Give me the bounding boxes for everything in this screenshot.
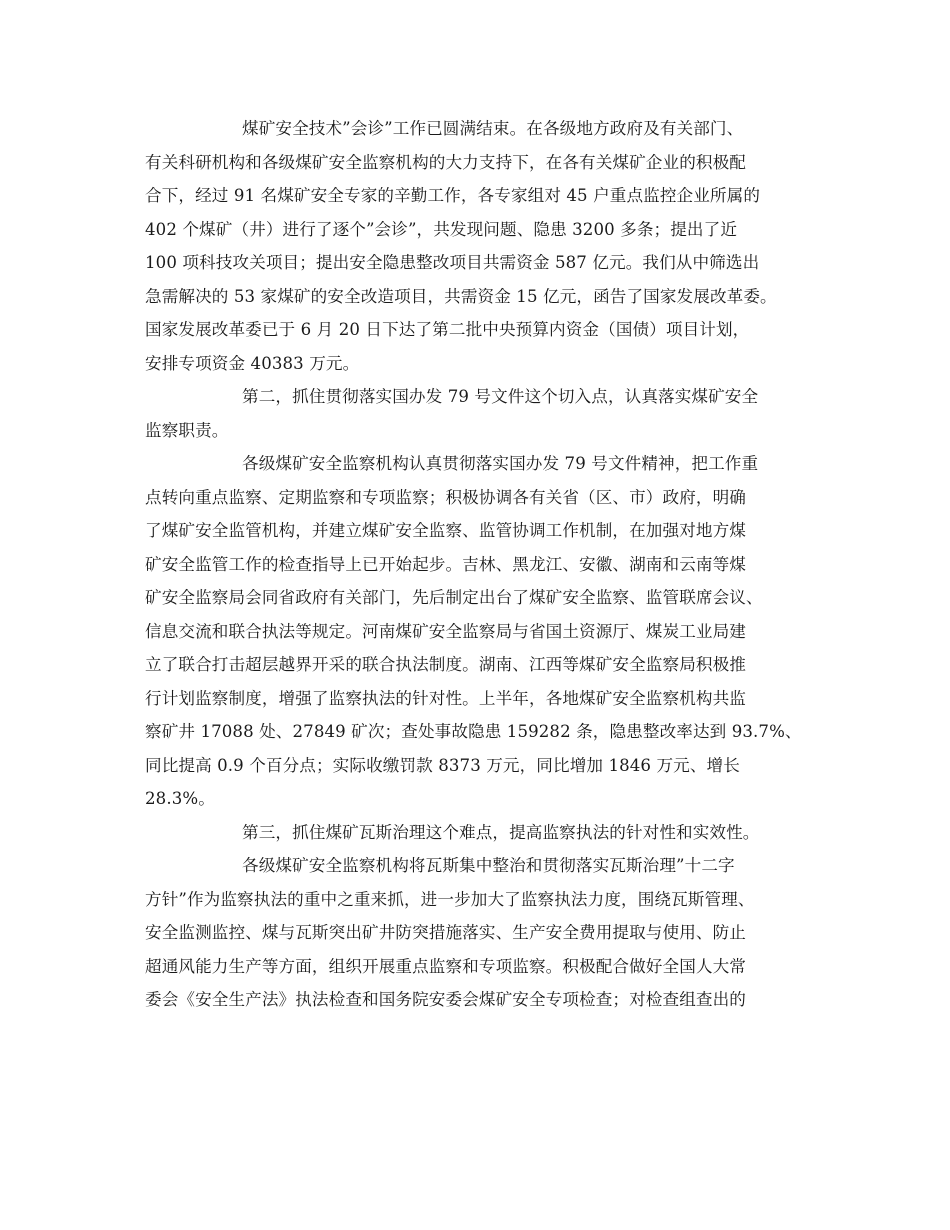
paragraph-line: 同比提高 0.9 个百分点；实际收缴罚款 8373 万元，同比增加 1846 万元、增长 (145, 755, 740, 775)
paragraph-line: 安全监测监控、煤与瓦斯突出矿井防突措施落实、生产安全费用提取与使用、防止 (145, 923, 746, 942)
paragraph-line: 察矿井 17088 处、27849 矿次；查处事故隐患 159282 条，隐患整改率达到 93.7%、 (145, 722, 802, 741)
paragraph-line: 方针”作为监察执法的重中之重来抓，进一步加大了监察执法力度，围绕瓦斯管理、 (145, 889, 755, 909)
document-body (145, 112, 810, 1017)
paragraph-line: 402 个煤矿（井）进行了逐个”会诊”，共发现问题、隐患 3200 多条；提出了近 (145, 219, 738, 239)
paragraph-line: 矿安全监察局会同省政府有关部门，先后制定出台了煤矿安全监察、监管联席会议、 (145, 588, 763, 607)
paragraph-line: 超通风能力生产等方面，组织开展重点监察和专项监察。积极配合做好全国人大常 (145, 956, 746, 976)
paragraph-line: 各级煤矿安全监察机构认真贯彻落实国办发 79 号文件精神，把工作重 (242, 454, 759, 473)
paragraph-line: 100 项科技攻关项目；提出安全隐患整改项目共需资金 587 亿元。我们从中筛选出 (145, 253, 760, 272)
paragraph-line: 委会《安全生产法》执法检查和国务院安委会煤矿安全专项检查；对检查组查出的 (145, 990, 746, 1009)
paragraph-line: 立了联合打击超层越界开采的联合执法制度。湖南、江西等煤矿安全监察局积极推 (145, 655, 746, 674)
paragraph-line: 信息交流和联合执法等规定。河南煤矿安全监察局与省国土资源厅、煤炭工业局建 (145, 621, 746, 641)
paragraph-line: 各级煤矿安全监察机构将瓦斯集中整治和贯彻落实瓦斯治理”十二字 (242, 856, 735, 875)
section-heading-line: 监察职责。 (145, 420, 229, 440)
paragraph-line: 了煤矿安全监管机构，并建立煤矿安全监察、监管协调工作机制，在加强对地方煤 (145, 521, 746, 540)
paragraph-line: 28.3%。 (145, 789, 215, 808)
paragraph-line: 煤矿安全技术”会诊”工作已圆满结束。在各级地方政府及有关部门、 (242, 119, 744, 138)
paragraph-line: 合下，经过 91 名煤矿安全专家的辛勤工作，各专家组对 45 户重点监控企业所属的 (145, 186, 761, 205)
paragraph-line: 安排专项资金 40383 万元。 (145, 353, 360, 373)
section-heading-line: 第二，抓住贯彻落实国办发 79 号文件这个切入点，认真落实煤矿安全 (242, 387, 759, 406)
paragraph-line: 行计划监察制度，增强了监察执法的针对性。上半年，各地煤矿安全监察机构共监 (145, 688, 746, 708)
paragraph-line: 矿安全监管工作的检查指导上已开始起步。吉林、黑龙江、安徽、湖南和云南等煤 (145, 554, 746, 574)
paragraph-line: 点转向重点监察、定期监察和专项监察；积极协调各有关省（区、市）政府，明确 (145, 487, 746, 507)
paragraph-line: 国家发展改革委已于 6 月 20 日下达了第二批中央预算内资金（国债）项目计划， (145, 320, 750, 339)
section-heading-line: 第三，抓住煤矿瓦斯治理这个难点，提高监察执法的针对性和实效性。 (242, 822, 760, 842)
paragraph-line: 急需解决的 53 家煤矿的安全改造项目，共需资金 15 亿元，函告了国家发展改革委。 (145, 286, 777, 306)
paragraph-line: 有关科研机构和各级煤矿安全监察机构的大力支持下，在各有关煤矿企业的积极配 (145, 152, 746, 172)
